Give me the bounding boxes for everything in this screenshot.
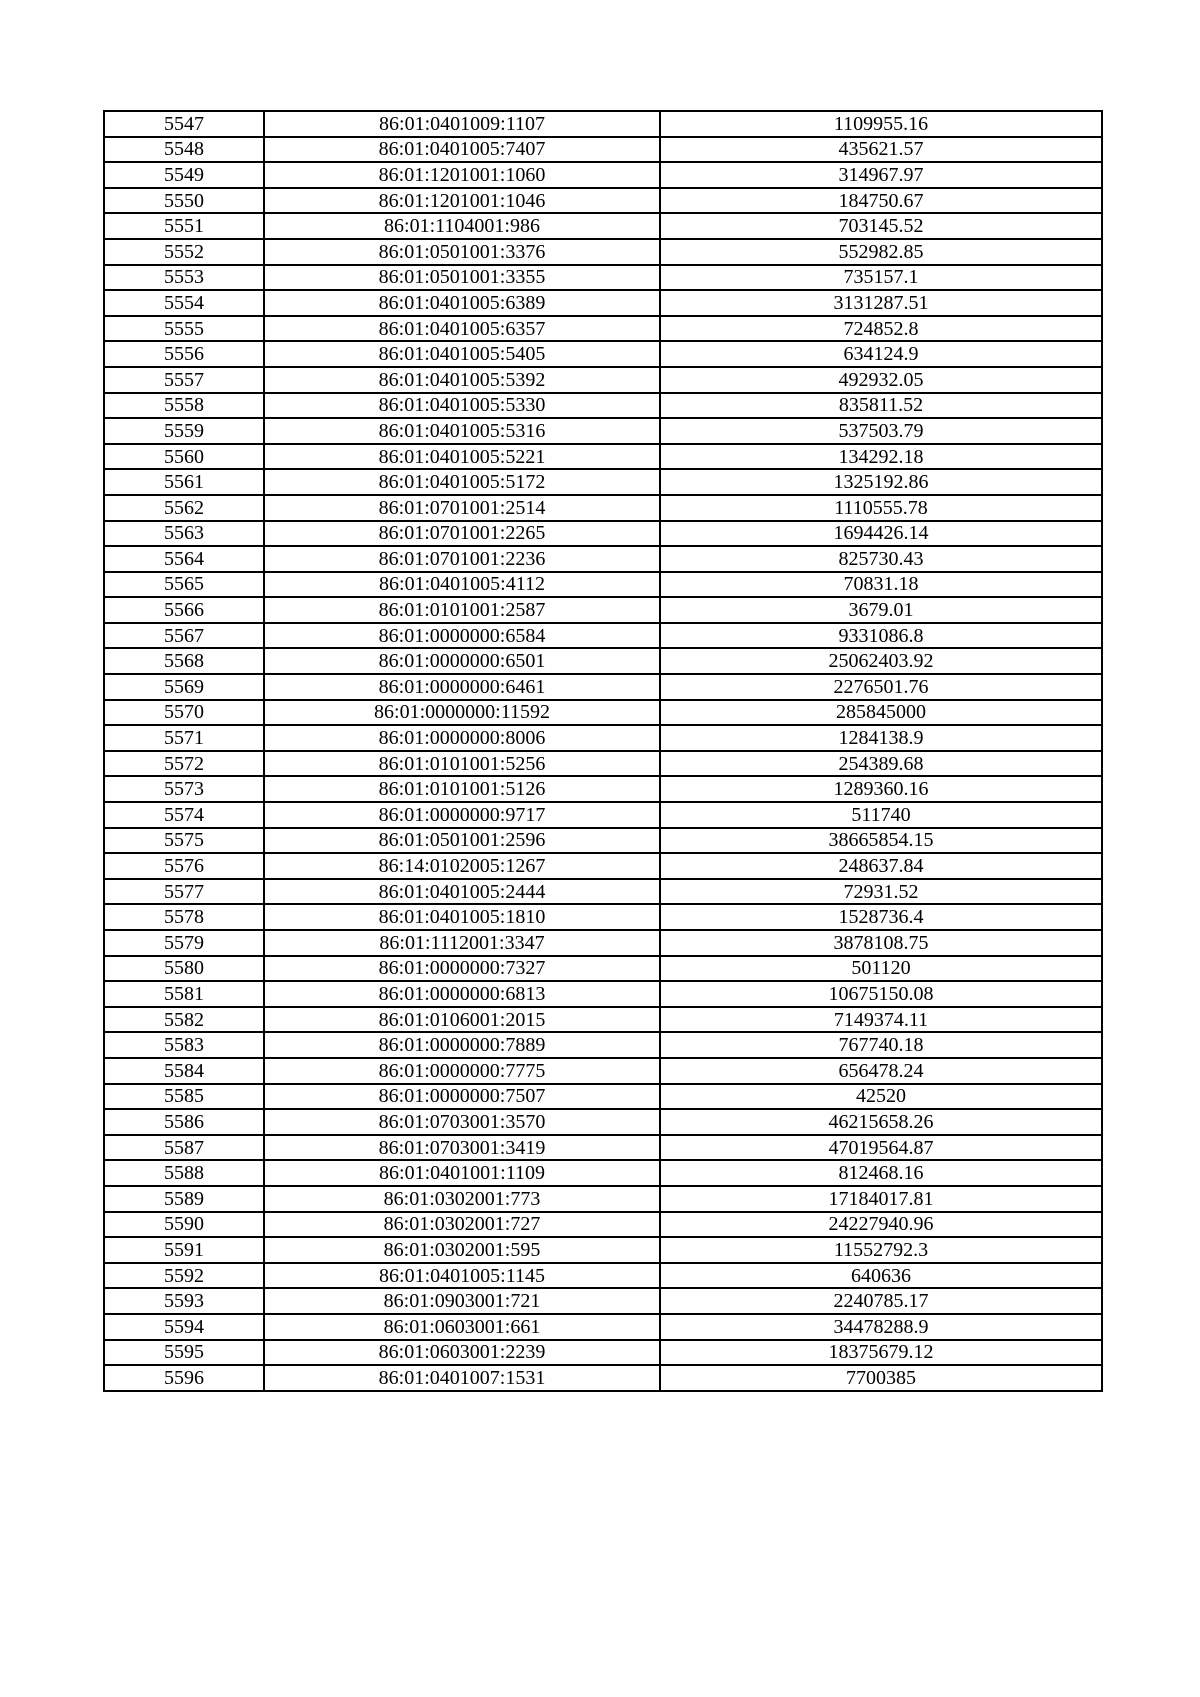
table-body [104,111,1102,1391]
value-cell: 134292.18 [660,444,1102,470]
value-cell: 835811.52 [660,393,1102,419]
cadastral-number-cell: 86:01:0703001:3570 [264,1109,660,1135]
table-row [104,367,1102,393]
row-number-cell: 5576 [104,853,264,879]
cadastral-number-cell: 86:01:0401005:5316 [264,418,660,444]
value-cell: 184750.67 [660,188,1102,214]
value-cell: 812468.16 [660,1160,1102,1186]
cadastral-number-cell: 86:01:0501001:3376 [264,239,660,265]
row-number-cell: 5554 [104,290,264,316]
table-row [104,469,1102,495]
cadastral-number-cell: 86:01:0401005:5221 [264,444,660,470]
value-cell: 285845000 [660,700,1102,726]
row-number-cell: 5567 [104,623,264,649]
cadastral-number-cell: 86:01:0703001:3419 [264,1135,660,1161]
value-cell: 3131287.51 [660,290,1102,316]
row-number-cell: 5568 [104,648,264,674]
row-number-cell: 5593 [104,1288,264,1314]
table-row [104,239,1102,265]
cadastral-number-cell: 86:01:0401005:2444 [264,879,660,905]
row-number-cell: 5564 [104,546,264,572]
table-row [104,137,1102,163]
value-cell: 42520 [660,1084,1102,1110]
table-row [104,751,1102,777]
row-number-cell: 5559 [104,418,264,444]
row-number-cell: 5594 [104,1314,264,1340]
table-row [104,1109,1102,1135]
table-row [104,623,1102,649]
table-row [104,546,1102,572]
value-cell: 1284138.9 [660,725,1102,751]
cadastral-number-cell: 86:01:0401001:1109 [264,1160,660,1186]
cadastral-number-cell: 86:01:0401005:5172 [264,469,660,495]
cadastral-number-cell: 86:01:1201001:1060 [264,162,660,188]
cadastral-number-cell: 86:01:0101001:5256 [264,751,660,777]
row-number-cell: 5587 [104,1135,264,1161]
cadastral-number-cell: 86:01:0302001:595 [264,1237,660,1263]
value-cell: 3878108.75 [660,930,1102,956]
table-row [104,1212,1102,1238]
table-row [104,597,1102,623]
row-number-cell: 5572 [104,751,264,777]
value-cell: 656478.24 [660,1058,1102,1084]
row-number-cell: 5551 [104,213,264,239]
cadastral-number-cell: 86:01:0401007:1531 [264,1365,660,1391]
table-row [104,418,1102,444]
row-number-cell: 5580 [104,956,264,982]
cadastral-value-table [103,110,1103,1392]
table-row [104,1237,1102,1263]
row-number-cell: 5596 [104,1365,264,1391]
table-row [104,1032,1102,1058]
cadastral-number-cell: 86:01:0903001:721 [264,1288,660,1314]
table-row [104,853,1102,879]
table-row [104,111,1102,137]
table-row [104,1340,1102,1366]
table-row [104,956,1102,982]
cadastral-number-cell: 86:01:0302001:727 [264,1212,660,1238]
table-row [104,802,1102,828]
cadastral-number-cell: 86:01:0401005:1145 [264,1263,660,1289]
value-cell: 7700385 [660,1365,1102,1391]
row-number-cell: 5553 [104,265,264,291]
value-cell: 1289360.16 [660,776,1102,802]
row-number-cell: 5595 [104,1340,264,1366]
table-row [104,1135,1102,1161]
value-cell: 254389.68 [660,751,1102,777]
value-cell: 1110555.78 [660,495,1102,521]
value-cell: 70831.18 [660,572,1102,598]
row-number-cell: 5578 [104,904,264,930]
cadastral-number-cell: 86:01:0701001:2236 [264,546,660,572]
row-number-cell: 5565 [104,572,264,598]
value-cell: 46215658.26 [660,1109,1102,1135]
cadastral-number-cell: 86:01:0701001:2265 [264,521,660,547]
value-cell: 511740 [660,802,1102,828]
row-number-cell: 5550 [104,188,264,214]
cadastral-number-cell: 86:01:0401005:4112 [264,572,660,598]
table-row [104,1288,1102,1314]
value-cell: 435621.57 [660,137,1102,163]
row-number-cell: 5555 [104,316,264,342]
cadastral-number-cell: 86:01:0101001:5126 [264,776,660,802]
table-row [104,341,1102,367]
table-row [104,213,1102,239]
value-cell: 10675150.08 [660,981,1102,1007]
cadastral-number-cell: 86:01:1112001:3347 [264,930,660,956]
cadastral-number-cell: 86:01:0101001:2587 [264,597,660,623]
cadastral-number-cell: 86:01:0000000:6584 [264,623,660,649]
cadastral-number-cell: 86:01:0401005:7407 [264,137,660,163]
table-row [104,700,1102,726]
row-number-cell: 5584 [104,1058,264,1084]
value-cell: 492932.05 [660,367,1102,393]
table-row [104,1314,1102,1340]
value-cell: 767740.18 [660,1032,1102,1058]
row-number-cell: 5574 [104,802,264,828]
cadastral-number-cell: 86:01:0106001:2015 [264,1007,660,1033]
table-row [104,1186,1102,1212]
cadastral-number-cell: 86:01:0603001:2239 [264,1340,660,1366]
cadastral-number-cell: 86:01:0000000:6813 [264,981,660,1007]
row-number-cell: 5563 [104,521,264,547]
row-number-cell: 5581 [104,981,264,1007]
value-cell: 72931.52 [660,879,1102,905]
table-row [104,725,1102,751]
row-number-cell: 5591 [104,1237,264,1263]
cadastral-number-cell: 86:01:0302001:773 [264,1186,660,1212]
table-row [104,776,1102,802]
table-row [104,930,1102,956]
value-cell: 3679.01 [660,597,1102,623]
value-cell: 25062403.92 [660,648,1102,674]
cadastral-number-cell: 86:01:0501001:3355 [264,265,660,291]
row-number-cell: 5575 [104,828,264,854]
value-cell: 314967.97 [660,162,1102,188]
value-cell: 47019564.87 [660,1135,1102,1161]
row-number-cell: 5592 [104,1263,264,1289]
table-row [104,1365,1102,1391]
row-number-cell: 5560 [104,444,264,470]
cadastral-number-cell: 86:01:0000000:7889 [264,1032,660,1058]
cadastral-number-cell: 86:01:0401005:5392 [264,367,660,393]
value-cell: 2240785.17 [660,1288,1102,1314]
value-cell: 24227940.96 [660,1212,1102,1238]
cadastral-number-cell: 86:01:0000000:7775 [264,1058,660,1084]
table-row [104,879,1102,905]
row-number-cell: 5552 [104,239,264,265]
row-number-cell: 5583 [104,1032,264,1058]
value-cell: 1694426.14 [660,521,1102,547]
value-cell: 640636 [660,1263,1102,1289]
value-cell: 724852.8 [660,316,1102,342]
value-cell: 537503.79 [660,418,1102,444]
cadastral-number-cell: 86:01:0000000:6501 [264,648,660,674]
value-cell: 18375679.12 [660,1340,1102,1366]
cadastral-number-cell: 86:01:0501001:2596 [264,828,660,854]
table-row [104,521,1102,547]
value-cell: 735157.1 [660,265,1102,291]
table-row [104,828,1102,854]
table-row [104,188,1102,214]
value-cell: 11552792.3 [660,1237,1102,1263]
cadastral-number-cell: 86:01:0401009:1107 [264,111,660,137]
value-cell: 17184017.81 [660,1186,1102,1212]
row-number-cell: 5548 [104,137,264,163]
row-number-cell: 5577 [104,879,264,905]
value-cell: 1109955.16 [660,111,1102,137]
row-number-cell: 5571 [104,725,264,751]
row-number-cell: 5561 [104,469,264,495]
value-cell: 9331086.8 [660,623,1102,649]
row-number-cell: 5547 [104,111,264,137]
cadastral-number-cell: 86:01:0603001:661 [264,1314,660,1340]
value-cell: 34478288.9 [660,1314,1102,1340]
value-cell: 501120 [660,956,1102,982]
value-cell: 38665854.15 [660,828,1102,854]
table-row [104,1058,1102,1084]
value-cell: 552982.85 [660,239,1102,265]
cadastral-number-cell: 86:01:0000000:8006 [264,725,660,751]
cadastral-number-cell: 86:14:0102005:1267 [264,853,660,879]
value-cell: 703145.52 [660,213,1102,239]
cadastral-number-cell: 86:01:0000000:7327 [264,956,660,982]
row-number-cell: 5558 [104,393,264,419]
cadastral-number-cell: 86:01:0000000:6461 [264,674,660,700]
value-cell: 825730.43 [660,546,1102,572]
row-number-cell: 5579 [104,930,264,956]
row-number-cell: 5590 [104,1212,264,1238]
value-cell: 2276501.76 [660,674,1102,700]
cadastral-number-cell: 86:01:0401005:6389 [264,290,660,316]
row-number-cell: 5570 [104,700,264,726]
value-cell: 7149374.11 [660,1007,1102,1033]
value-cell: 1325192.86 [660,469,1102,495]
table-row [104,1084,1102,1110]
row-number-cell: 5589 [104,1186,264,1212]
table-row [104,290,1102,316]
row-number-cell: 5585 [104,1084,264,1110]
cadastral-number-cell: 86:01:0401005:6357 [264,316,660,342]
table-row [104,265,1102,291]
table-row [104,444,1102,470]
value-cell: 1528736.4 [660,904,1102,930]
value-cell: 634124.9 [660,341,1102,367]
cadastral-number-cell: 86:01:1104001:986 [264,213,660,239]
table-row [104,393,1102,419]
table-row [104,674,1102,700]
row-number-cell: 5562 [104,495,264,521]
table-row [104,162,1102,188]
table-row [104,904,1102,930]
row-number-cell: 5588 [104,1160,264,1186]
cadastral-number-cell: 86:01:0000000:11592 [264,700,660,726]
row-number-cell: 5557 [104,367,264,393]
table-row [104,1160,1102,1186]
cadastral-number-cell: 86:01:0401005:5330 [264,393,660,419]
row-number-cell: 5582 [104,1007,264,1033]
row-number-cell: 5586 [104,1109,264,1135]
cadastral-number-cell: 86:01:0401005:5405 [264,341,660,367]
row-number-cell: 5566 [104,597,264,623]
row-number-cell: 5549 [104,162,264,188]
value-cell: 248637.84 [660,853,1102,879]
cadastral-number-cell: 86:01:0000000:9717 [264,802,660,828]
table-row [104,981,1102,1007]
row-number-cell: 5556 [104,341,264,367]
cadastral-number-cell: 86:01:0701001:2514 [264,495,660,521]
table-row [104,572,1102,598]
table-row [104,1007,1102,1033]
row-number-cell: 5573 [104,776,264,802]
table-row [104,648,1102,674]
cadastral-number-cell: 86:01:1201001:1046 [264,188,660,214]
cadastral-number-cell: 86:01:0000000:7507 [264,1084,660,1110]
row-number-cell: 5569 [104,674,264,700]
cadastral-number-cell: 86:01:0401005:1810 [264,904,660,930]
table-row [104,316,1102,342]
table-row [104,495,1102,521]
table-row [104,1263,1102,1289]
